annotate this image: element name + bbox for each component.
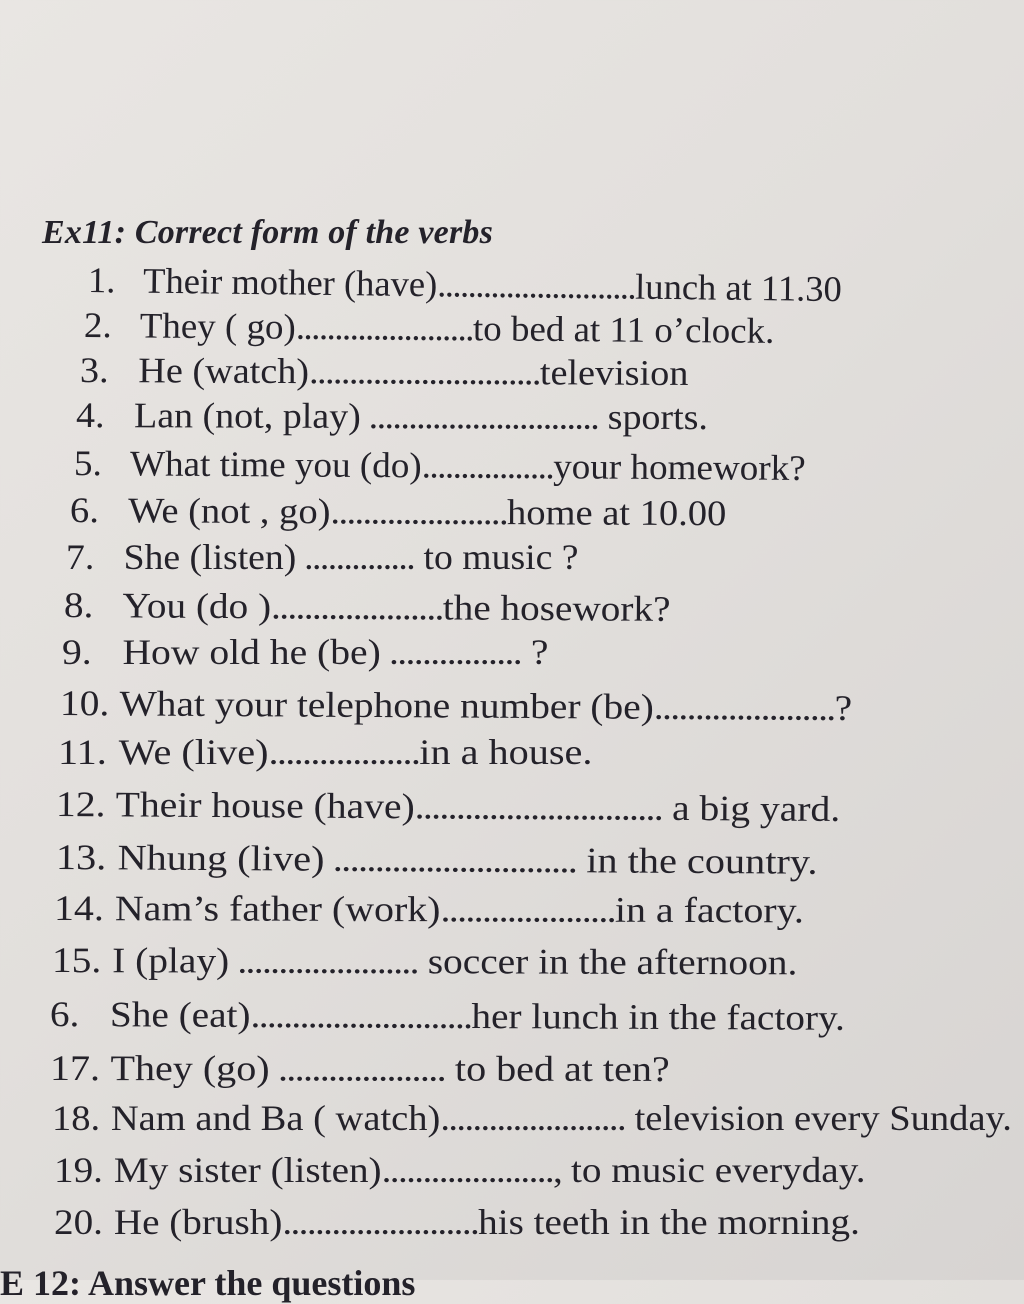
answer-blank[interactable]: .................... — [269, 1048, 445, 1089]
item-number: 13. — [55, 837, 107, 878]
answer-blank[interactable]: ..................... — [270, 586, 443, 628]
exercise-item-19 — [54, 1150, 866, 1190]
item-prompt: I (play) — [112, 940, 230, 981]
exercise-item-3 — [80, 350, 689, 393]
exercise-title: Ex11: Correct form of the verbs — [42, 214, 494, 251]
item-continuation: lunch at 11.30 — [634, 266, 843, 310]
item-prompt: What time you (do) — [129, 443, 422, 486]
item-prompt: They (go) — [110, 1048, 270, 1089]
exercise-item-16 — [50, 994, 845, 1038]
item-continuation: her lunch in the factory. — [471, 996, 846, 1038]
item-continuation: television — [539, 352, 689, 394]
item-number: 8. — [63, 585, 94, 626]
item-prompt: How old he (be) — [122, 632, 381, 672]
next-exercise-heading-cutoff: E 12: Answer the questions — [0, 1263, 416, 1303]
item-number: 2. — [83, 305, 112, 346]
answer-blank[interactable]: ........................ — [282, 1202, 479, 1242]
answer-blank[interactable]: ................ — [380, 632, 521, 672]
item-prompt: Nam’s father (work) — [114, 888, 441, 930]
item-prompt: Their house (have) — [115, 784, 415, 827]
item-number: 14. — [53, 888, 104, 929]
item-prompt: Nhung (live) — [117, 837, 325, 879]
item-prompt: We (live) — [118, 732, 269, 772]
item-continuation: to music ? — [414, 537, 579, 577]
answer-blank[interactable]: ...................... — [653, 686, 835, 728]
item-number: 17. — [49, 1048, 101, 1089]
item-prompt: My sister (listen) — [113, 1150, 382, 1190]
exercise-item-13 — [56, 837, 818, 882]
item-number: 20. — [54, 1202, 103, 1242]
item-prompt: She (listen) — [123, 537, 297, 577]
item-prompt: What your telephone number (be) — [119, 683, 655, 727]
exercise-item-12 — [56, 784, 841, 829]
answer-blank[interactable]: ....................... — [440, 1098, 625, 1138]
exercise-item-10 — [60, 683, 852, 728]
answer-blank[interactable]: ................. — [421, 445, 554, 487]
item-number: 18. — [52, 1098, 101, 1138]
item-number: 6. — [69, 490, 100, 531]
answer-blank[interactable]: ............................. — [309, 351, 541, 393]
item-continuation: in a factory. — [614, 889, 805, 931]
item-continuation: the hosework? — [442, 587, 671, 629]
answer-blank[interactable]: ...................... — [229, 940, 418, 982]
exercise-item-2 — [84, 305, 775, 351]
item-continuation: to bed at 11 o’clock. — [472, 308, 775, 351]
exercise-item-8 — [64, 585, 671, 629]
answer-blank[interactable]: ..................... — [440, 889, 616, 930]
item-continuation: a big yard. — [661, 787, 841, 829]
item-prompt: Lan (not, play) — [133, 395, 361, 436]
item-continuation: ? — [520, 632, 549, 672]
exercise-item-18 — [52, 1098, 1012, 1138]
exercise-item-5 — [74, 443, 806, 488]
item-continuation: to bed at ten? — [444, 1048, 670, 1089]
item-prompt: He (brush) — [113, 1202, 283, 1242]
item-continuation: home at 10.00 — [506, 492, 727, 534]
item-number: 5. — [73, 443, 102, 484]
item-continuation: television every Sunday. — [624, 1098, 1012, 1138]
item-prompt: They ( go) — [139, 305, 297, 347]
exercise-item-14 — [54, 888, 804, 930]
item-prompt: Nam and Ba ( watch) — [110, 1098, 441, 1138]
exercise-item-11 — [58, 732, 592, 772]
answer-blank[interactable]: ............................. — [360, 395, 599, 437]
exercise-item-15 — [52, 940, 798, 982]
answer-blank[interactable]: ....................... — [295, 306, 474, 349]
item-number: 10. — [59, 683, 110, 724]
answer-blank[interactable]: .......................... — [437, 264, 636, 307]
item-prompt: She (eat) — [109, 994, 251, 1035]
answer-blank[interactable]: ............................. — [324, 838, 577, 881]
item-continuation: ? — [834, 687, 853, 729]
item-number: 9. — [62, 632, 92, 672]
item-continuation: in a house. — [419, 732, 593, 772]
item-continuation: your homework? — [553, 446, 806, 488]
answer-blank[interactable]: ........................... — [250, 994, 472, 1037]
answer-blank[interactable]: .............. — [296, 537, 415, 577]
exercise-item-7 — [66, 537, 578, 577]
item-prompt: You (do ) — [122, 585, 272, 627]
item-number: 15. — [51, 940, 102, 981]
exercise-item-1 — [88, 260, 842, 309]
item-number: 1. — [87, 260, 116, 301]
item-number: 4. — [75, 395, 105, 436]
item-continuation: sports. — [598, 396, 709, 438]
answer-blank[interactable]: .................. — [268, 732, 420, 772]
item-continuation: soccer in the afternoon. — [417, 941, 798, 983]
exercise-item-17 — [50, 1048, 670, 1089]
item-number: 11. — [58, 732, 107, 772]
item-number: 7. — [66, 537, 95, 577]
exercise-item-9 — [62, 632, 548, 672]
exercise-item-4 — [76, 395, 708, 437]
item-number: 12. — [55, 784, 106, 825]
item-continuation: to music everyday. — [561, 1150, 866, 1190]
item-prompt: Their mother (have) — [142, 260, 438, 305]
item-prompt: We (not , go) — [128, 490, 331, 532]
item-number: 19. — [54, 1150, 103, 1190]
exercise-item-6 — [70, 490, 727, 533]
answer-blank[interactable]: ...................... — [330, 491, 508, 533]
exercise-item-20 — [54, 1202, 860, 1242]
item-number: 3. — [79, 350, 109, 391]
item-continuation: in the country. — [576, 840, 818, 882]
item-number: 6. — [49, 994, 80, 1035]
answer-blank[interactable]: ....................., — [381, 1150, 562, 1190]
answer-blank[interactable]: .............................. — [414, 786, 663, 828]
item-continuation: his teeth in the morning. — [478, 1202, 860, 1242]
item-prompt: He (watch) — [138, 350, 310, 392]
